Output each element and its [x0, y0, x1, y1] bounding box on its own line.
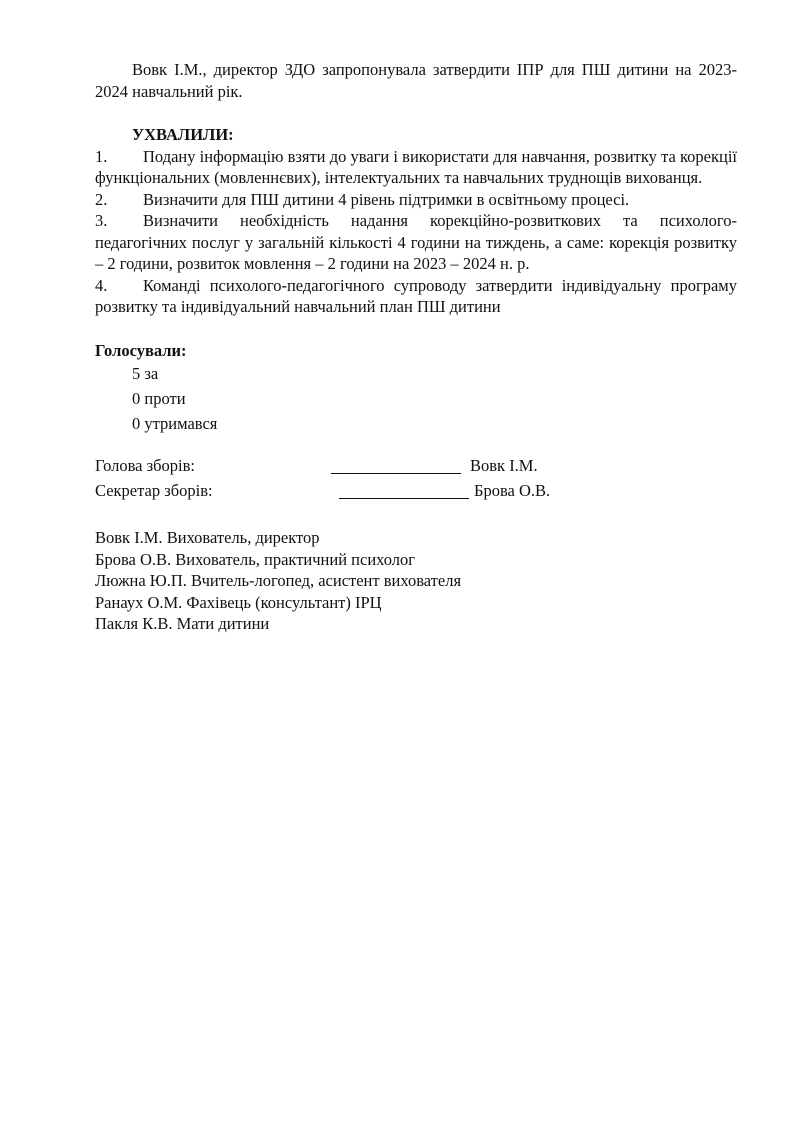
member-entry: Брова О.В. Вихователь, практичний психолог: [95, 549, 416, 569]
item-number: 2.: [95, 189, 108, 209]
spacer: [95, 102, 737, 124]
spacer: [95, 505, 737, 527]
vote-abstained: 0 утримався: [132, 414, 218, 433]
secretary-signature-line: [339, 498, 469, 499]
item-text: Подану інформацію взяти до уваги і використати для навчання, розвитку та корекції функціональних (мовленнєвих), інтелектуальних та навчальних труднощів вихованця.: [95, 146, 737, 187]
spacer: [95, 318, 737, 340]
chair-label: Голова зборів:: [95, 456, 195, 475]
member-entry: Люжна Ю.П. Вчитель-логопед, асистент вихователя: [95, 571, 462, 590]
voting-results: [95, 361, 737, 436]
chair-signature-line: [331, 473, 461, 474]
voting-heading: Голосували:: [95, 340, 187, 360]
vote-against: 0 проти: [132, 389, 186, 408]
item-number: 4.: [95, 275, 108, 295]
resolved-item: [95, 146, 737, 189]
secretary-label: Секретар зборів:: [95, 481, 213, 500]
member-entry: Ранаух О.М. Фахівець (консультант) ІРЦ: [95, 592, 382, 612]
secretary-signature-row: [95, 480, 737, 505]
item-number: 1.: [95, 146, 108, 166]
resolved-list: [95, 146, 737, 318]
resolved-item: [95, 189, 737, 211]
resolved-item: [95, 210, 737, 275]
item-text: Визначити необхідність надання корекційно-розвиткових та психолого-педагогічних послуг у загальній кількості 4 години на тиждень, а саме: корекція розвитку – 2 години, розвиток мовлення – 2 години на 2023 – 2024 н. р.: [95, 211, 737, 273]
item-text: Команді психолого-педагогічного супроводу затвердити індивідуальну програму розвитку та індивідуальний навчальний план ПШ дитини: [95, 275, 737, 316]
secretary-name: Брова О.В.: [474, 481, 551, 500]
chair-signature-row: [95, 455, 737, 480]
item-number: 3.: [95, 211, 108, 230]
spacer: [95, 436, 737, 455]
resolved-item: [95, 275, 737, 318]
document-page: [95, 59, 737, 635]
chair-name: Вовк І.М.: [470, 456, 538, 475]
member-entry: Вовк І.М. Вихователь, директор: [95, 528, 320, 547]
member-entry: Пакля К.В. Мати дитини: [95, 614, 270, 633]
vote-for: 5 за: [132, 364, 159, 383]
intro-paragraph: Вовк І.М., директор ЗДО запропонувала затвердити ІПР для ПШ дитини на 2023-2024 навчальний рік.: [95, 60, 737, 101]
members-list: [95, 527, 737, 635]
item-text: Визначити для ПШ дитини 4 рівень підтримки в освітньому процесі.: [143, 189, 630, 209]
resolved-heading: УХВАЛИЛИ:: [132, 125, 234, 144]
